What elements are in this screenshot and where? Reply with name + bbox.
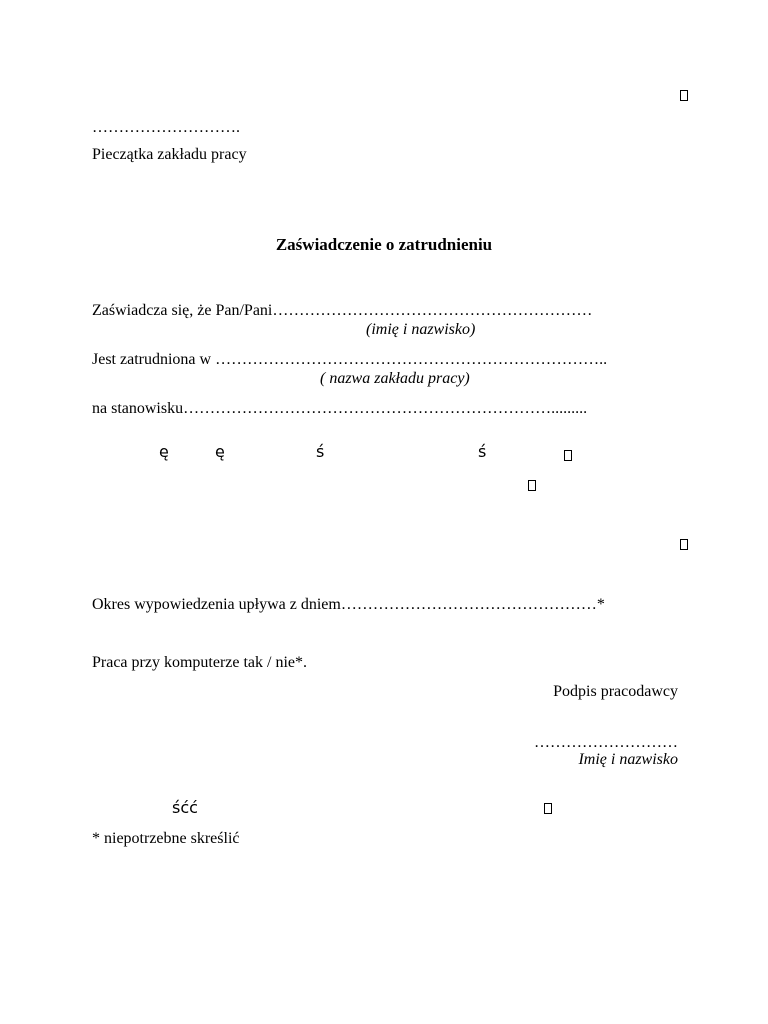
employee-name-hint: (imię i nazwisko) xyxy=(366,321,476,338)
missing-glyph-box-1 xyxy=(680,90,688,101)
stray-char: ś xyxy=(478,442,487,461)
computer-work-line: Praca przy komputerze tak / nie*. xyxy=(92,654,308,671)
footnote: * niepotrzebne skreślić xyxy=(92,830,240,847)
workplace-line: Jest zatrudniona w ……………………………………………………………….. xyxy=(92,351,608,368)
stray-char: ę xyxy=(159,442,169,461)
stray-char: ś xyxy=(316,442,325,461)
missing-glyph-box-5 xyxy=(544,803,552,814)
stamp-dots: ………………………. xyxy=(92,119,240,136)
document-title: Zaświadczenie o zatrudnieniu xyxy=(275,235,493,254)
signature-dots: ……………………… xyxy=(534,734,678,751)
stray-char: ę xyxy=(215,442,225,461)
missing-glyph-box-2 xyxy=(564,450,572,461)
signature-label: Podpis pracodawcy xyxy=(553,683,678,700)
employee-name-line: Zaświadcza się, że Pan/Pani…………………………………………………… xyxy=(92,302,593,319)
position-line: na stanowisku……………………………………………………………......... xyxy=(92,400,588,417)
missing-glyph-box-3 xyxy=(528,480,536,491)
workplace-hint: ( nazwa zakładu pracy) xyxy=(320,370,470,387)
missing-glyph-box-4 xyxy=(680,539,688,550)
signature-name-hint: Imię i nazwisko xyxy=(578,751,678,768)
notice-period-line: Okres wypowiedzenia upływa z dniem…………………………………………* xyxy=(92,596,605,613)
stamp-label: Pieczątka zakładu pracy xyxy=(92,146,247,163)
stray-chars-bottom: śćć xyxy=(172,798,198,817)
